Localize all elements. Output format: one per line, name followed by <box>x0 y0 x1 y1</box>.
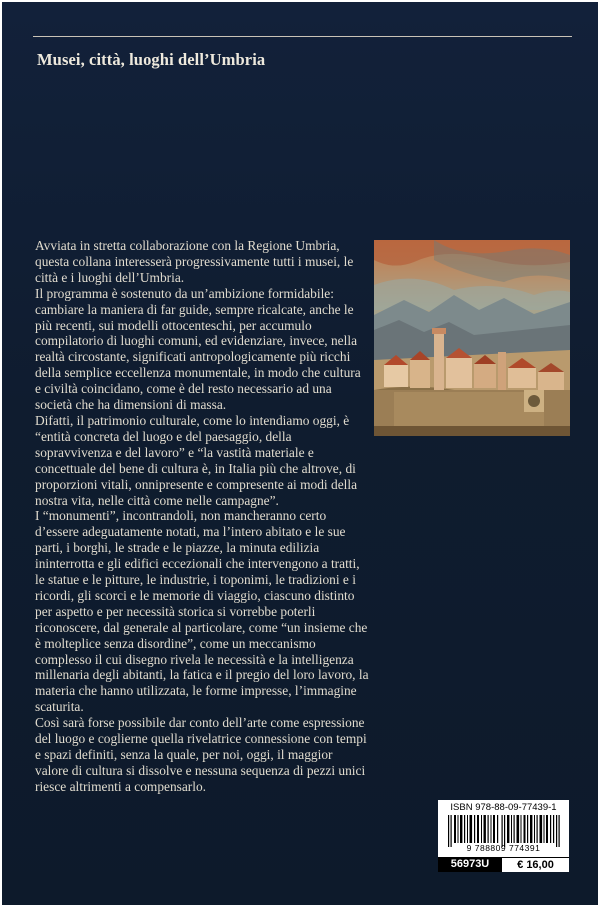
cover-painting <box>374 240 570 436</box>
back-cover <box>2 2 598 905</box>
isbn-label: ISBN 978-88-09-77439-1 <box>450 802 557 813</box>
body-text <box>35 238 369 795</box>
price-label: € 16,00 <box>502 857 569 872</box>
paragraph: Difatti, il patrimonio culturale, come lo intendiamo oggi, è “entità concreta del luogo e del paesaggio, della sopravvivenza e del lavoro” e “la vastità materiale e concettuale del bene di cultura è, in Italia più che altrove, di proporzioni vitali, onnipresente e compresente ai modi della nostra vita, nelle città come nelle campagne”. <box>35 412 358 508</box>
paragraph: Così sarà forse possibile dar conto dell’arte come espressione del luogo e coglierne quella rivelatrice connessione con tempi e spazi definiti, senza la quale, per noi, oggi, il maggior valore di cultura si dissolve e nessuna sequenza di pezzi unici riesce altrimenti a compensarlo. <box>35 715 367 794</box>
top-rule <box>33 36 572 37</box>
paragraph: Il programma è sostenuto da un’ambizione formidabile: cambiare la maniera di far guide, sempre ricalcate, anche le più recenti, sui modelli ottocenteschi, per accumulo compilatorio di luoghi comuni, ed evidenziare, invece, nella realtà circostante, significati antropologicamente più ricchi della semplice eccellenza monumentale, in modo che cultura e civiltà coincidano, come è del resto necessario ad una società che ha dimensioni di massa. <box>35 285 361 413</box>
barcode-box <box>438 800 569 872</box>
painting-image <box>374 240 570 436</box>
barcode-digits: 9 788809 774391 <box>466 843 541 853</box>
paragraph: I “monumenti”, incontrandoli, non mancheranno certo d’essere adeguatamente notati, ma l’intero abitato e le sue parti, i borghi, le strade e le piazze, la minuta edilizia ininterrotta e gli edifici eccezionali che intervengono a tratti, le statue e le pitture, le industrie, i toponimi, le tradizioni e i ricordi, gli scorci e le memorie di viaggio, ciascuno distinto per aspetto e per necessità storica si vorrebbe poterli riconoscere, dal generale al particolare, come “un insieme che è molteplice senza disordine”, come un meccanismo complesso il cui disegno rivela le necessità e la intelligenza millenaria degli abitanti, la fatica e il pregio del loro lavoro, la materia che hanno utilizzata, le forme impresse, l’immagine scaturita. <box>35 508 369 715</box>
paragraph: Avviata in stretta collaborazione con la Regione Umbria, questa collana interesserà progressivamente tutti i musei, le città e i luoghi dell’Umbria. <box>35 238 354 285</box>
product-code: 56973U <box>438 857 502 872</box>
series-title: Musei, città, luoghi dell’Umbria <box>37 50 266 69</box>
